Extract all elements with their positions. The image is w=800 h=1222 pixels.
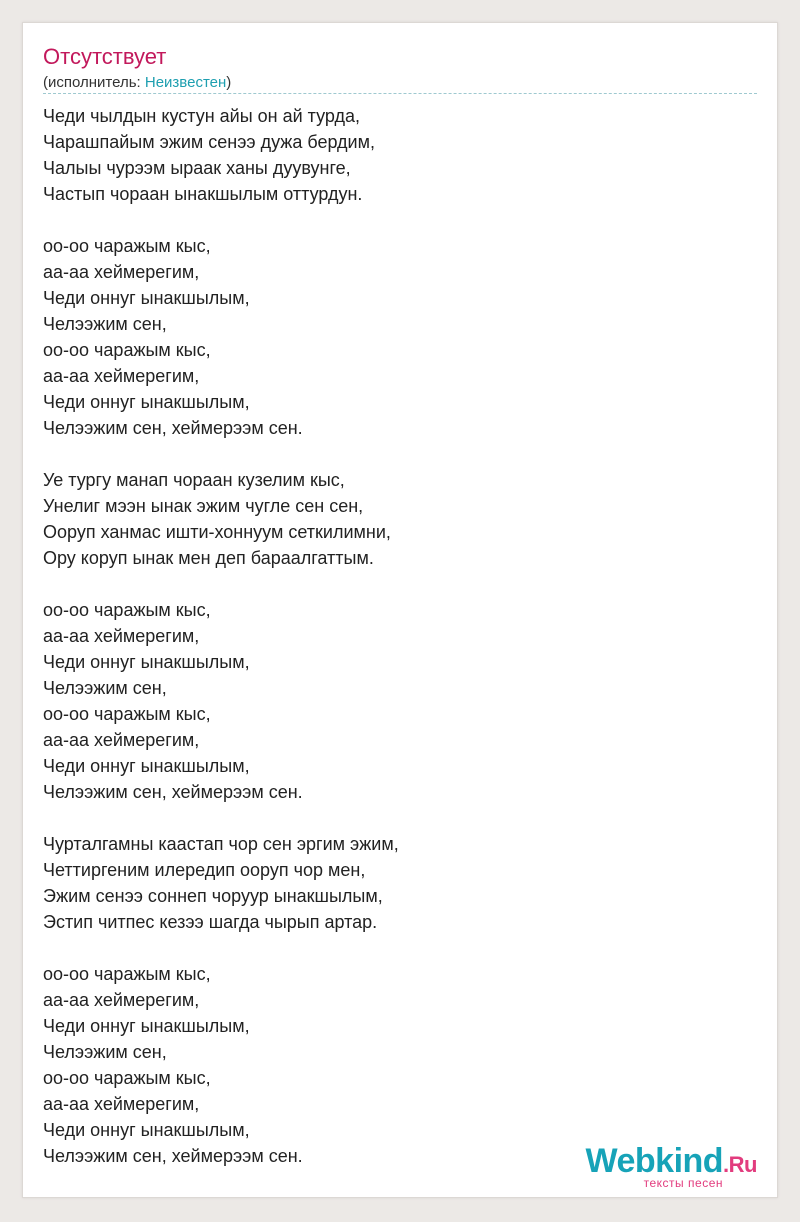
lyrics-stanza <box>43 831 743 935</box>
lyric-line: Челээжим сен, <box>43 1042 167 1062</box>
lyric-line: Уе тургу манап чораан кузелим кыс, <box>43 470 345 490</box>
lyrics-stanza <box>43 961 743 1169</box>
lyric-line: Ооруп ханмас ишти-хоннуум сеткилимни, <box>43 522 391 542</box>
lyric-line: Четтиргеним илередип ооруп чор мен, <box>43 860 366 880</box>
lyric-line: аа-аа хеймерегим, <box>43 730 200 750</box>
lyric-line: Челээжим сен, <box>43 678 167 698</box>
lyric-line: Чеди оннуг ынакшылым, <box>43 1120 250 1140</box>
lyric-line: Чеди оннуг ынакшылым, <box>43 652 250 672</box>
lyric-line: Эжим сенээ соннеп чоруур ынакшылым, <box>43 886 383 906</box>
dashed-divider <box>43 93 757 94</box>
lyric-line: Чеди оннуг ынакшылым, <box>43 756 250 776</box>
lyric-line: Чалыы чурээм ыраак ханы дуувунге, <box>43 158 351 178</box>
lyrics-stanza <box>43 233 743 441</box>
logo-tagline: тексты песен <box>643 1176 723 1190</box>
lyric-line: Унелиг мээн ынак эжим чугле сен сен, <box>43 496 364 516</box>
lyric-line: оо-оо чаражым кыс, <box>43 704 211 724</box>
lyric-line: аа-аа хеймерегим, <box>43 1094 200 1114</box>
lyric-line: Чеди оннуг ынакшылым, <box>43 288 250 308</box>
lyric-line: Челээжим сен, хеймерээм сен. <box>43 418 303 438</box>
lyrics-card <box>22 22 778 1198</box>
logo-tld: .Ru <box>723 1152 757 1177</box>
artist-suffix: ) <box>226 74 232 91</box>
lyrics-stanza <box>43 103 743 207</box>
lyric-line: Чурталгамны каастап чор сен эргим эжим, <box>43 834 399 854</box>
lyric-line: Эстип читпес кезээ шагда чырып артар. <box>43 912 378 932</box>
lyric-line: оо-оо чаражым кыс, <box>43 236 211 256</box>
lyric-line: аа-аа хеймерегим, <box>43 990 200 1010</box>
lyric-line: аа-аа хеймерегим, <box>43 366 200 386</box>
lyric-line: Челээжим сен, <box>43 314 167 334</box>
lyric-line: оо-оо чаражым кыс, <box>43 964 211 984</box>
lyric-line: аа-аа хеймерегим, <box>43 626 200 646</box>
lyric-line: Чеди оннуг ынакшылым, <box>43 392 250 412</box>
lyrics-stanza <box>43 467 743 571</box>
site-logo[interactable] <box>569 1143 769 1189</box>
lyric-line: Чеди чылдын кустун айы он ай турда, <box>43 106 361 126</box>
lyric-line: аа-аа хеймерегим, <box>43 262 200 282</box>
lyric-line: Чеди оннуг ынакшылым, <box>43 1016 250 1036</box>
lyrics-body <box>43 103 743 1169</box>
logo-name: Webkind <box>585 1142 724 1180</box>
lyric-line: Чарашпайым эжим сенээ дужа бердим, <box>43 132 375 152</box>
lyric-line: Челээжим сен, хеймерээм сен. <box>43 1146 303 1166</box>
lyrics-stanza <box>43 597 743 805</box>
artist-link[interactable]: Неизвестен <box>144 74 227 91</box>
lyric-line: оо-оо чаражым кыс, <box>43 340 211 360</box>
lyric-line: Ору коруп ынак мен деп бараалгаттым. <box>43 548 374 568</box>
artist-line <box>43 73 231 93</box>
lyric-line: оо-оо чаражым кыс, <box>43 1068 211 1088</box>
lyric-line: Челээжим сен, хеймерээм сен. <box>43 782 303 802</box>
artist-prefix: (исполнитель: <box>43 74 145 91</box>
lyric-line: Частып чораан ынакшылым оттурдун. <box>43 184 363 204</box>
song-title: Отсутствует <box>43 44 167 69</box>
lyric-line: оо-оо чаражым кыс, <box>43 600 211 620</box>
